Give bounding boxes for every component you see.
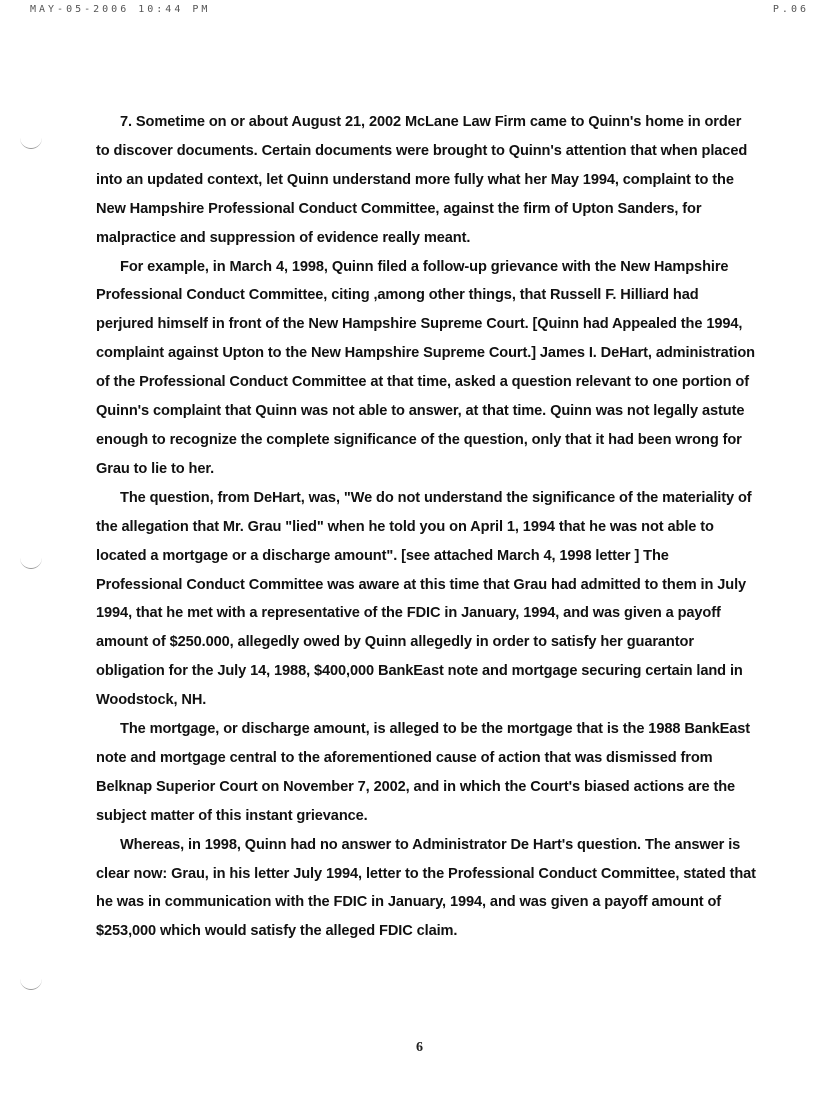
hole-punch-mark (20, 136, 42, 149)
paragraph-for-example: For example, in March 4, 1998, Quinn filed a follow-up grievance with the New Hampshire Professional Conduct Committee, citing ,among other things, that Russell F. Hilliard had perjured himself in front of the New Hampshire Supreme Court. [Quinn had Appealed the 1994, complaint against Upton to the New Hampshire Supreme Court.] James I. DeHart, administration of the Professional Conduct Committee at that time, asked a question relevant to one portion of Quinn's complaint that Quinn was not able to answer, at that time. Quinn was not legally astute enough to recognize the complete significance of the question, only that it had been wrong for Grau to lie to her. (96, 258, 755, 477)
hole-punch-mark (20, 556, 42, 569)
document-body (96, 108, 756, 946)
paragraph-mortgage: The mortgage, or discharge amount, is alleged to be the mortgage that is the 1988 BankEast note and mortgage central to the aforementioned cause of action that was dismissed from Belknap Superior Court on November 7, 2002, and in which the Court's biased actions are the subject matter of this instant grievance. (96, 721, 751, 824)
page-number: 6 (416, 1040, 423, 1055)
paragraph-dehart-question: The question, from DeHart, was, "We do not understand the significance of the materiality of the allegation that Mr. Grau "lied" when he told you on April 1, 1994 that he was not able to located a mortgage or a discharge amount". [see attached March 4, 1998 letter ] The Professional Conduct Committee was aware at this time that Grau had admitted to them in July 1994, that he met with a representative of the FDIC in January, 1994, and was given a payoff amount of $250.000, allegedly owed by Quinn allegedly in order to satisfy her guarantor obligation for the July 14, 1988, $400,000 BankEast note and mortgage securing certain land in Woodstock, NH. (96, 489, 752, 709)
fax-header-page: P.06 (772, 4, 809, 15)
fax-header (30, 4, 809, 18)
paragraph-7-intro: 7. Sometime on or about August 21, 2002 McLane Law Firm came to Quinn's home in order to discover documents. Certain documents were brought to Quinn's attention that when placed into an updated context, let Quinn understand more fully what her May 1994, complaint to the New Hampshire Professional Conduct Committee, against the firm of Upton Sanders, for malpractice and suppression of evidence really meant. (96, 114, 748, 246)
hole-punch-mark (20, 977, 42, 990)
paragraph-whereas: Whereas, in 1998, Quinn had no answer to Administrator De Hart's question. The answer is clear now: Grau, in his letter July 1994, letter to the Professional Conduct Committee, stated that he was in communication with the FDIC in January, 1994, and was given a payoff amount of $253,000 which would satisfy the alleged FDIC claim. (96, 836, 756, 940)
fax-header-datetime: MAY-05-2006 10:44 PM (30, 4, 211, 15)
